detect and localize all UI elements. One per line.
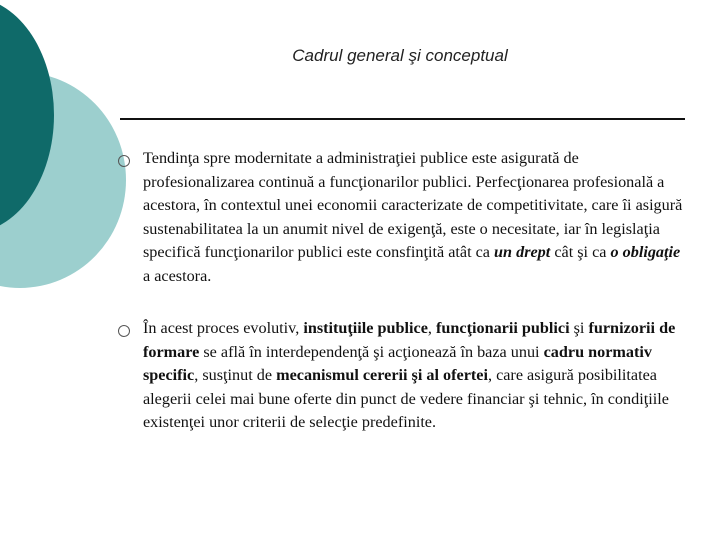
bullet-1-text-b: cât şi ca — [550, 243, 611, 262]
bullet-2-bold-cadru: cadru normativ specific — [143, 342, 652, 385]
bullet-1-text-a: Tendinţa spre modernitate a administraţiei publice este asigurată de profesionalizarea continuă a funcţionarilor publici. Perfecţionarea profesională a acestora, în contextul unei economii caracterizate de competitivitate, care îi asigură sustenabilitatea la un anumit nivel de exigenţă, este o necesitate, iar în legislaţia specifică funcţionarilor publici este consfinţită atât ca — [143, 149, 683, 262]
bullet-marker-2 — [118, 325, 130, 337]
bullet-2-text-e: , susţinut de — [194, 366, 277, 385]
bullet-text-1 — [143, 147, 683, 289]
bullet-2-bold-mecanism: mecanismul cererii şi al ofertei — [276, 366, 488, 385]
bullet-2-text-d: se află în interdependenţă şi acţionează în baza unui — [199, 342, 544, 361]
bullet-2-text-a: În acest proces evolutiv, — [143, 319, 304, 337]
bullet-2-text-f: , care asigură posibilitatea alegerii celei mai bune oferte din punct de vedere financiar şi tehnic, în condiţiile existenţei unor criterii de selecţie predefinite. — [143, 366, 669, 432]
bullet-2-bold-furnizori: furnizorii de formare — [143, 319, 676, 361]
bullet-1-emphasis-obligatie: o obligaţie — [610, 243, 681, 262]
bullet-1-emphasis-drept: un drept — [494, 243, 551, 262]
decorative-circles — [0, 0, 130, 320]
bullet-2-text-b: , — [427, 319, 436, 337]
bullet-text-2 — [143, 317, 683, 435]
bullet-marker-1 — [118, 155, 130, 167]
bullet-2-bold-functionari: funcţionarii publici — [436, 319, 570, 337]
bullet-2-text-c: şi — [569, 319, 589, 337]
bullet-1-text-c: a acestora. — [143, 266, 212, 285]
title-divider — [120, 118, 685, 120]
slide-title: Cadrul general şi conceptual — [292, 46, 508, 65]
bullet-2-bold-institutii: instituţiile publice — [303, 319, 428, 337]
